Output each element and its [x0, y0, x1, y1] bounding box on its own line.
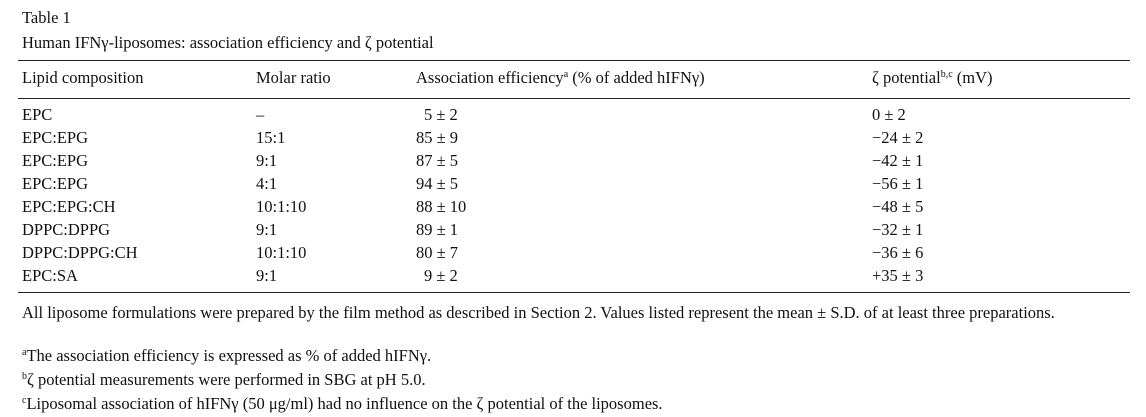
- header-molar-ratio: Molar ratio: [256, 68, 331, 87]
- table-caption: Human IFNγ-liposomes: association efficiency and ζ potential: [22, 33, 434, 52]
- cell-zeta: −42 ± 1: [872, 151, 924, 170]
- header-lipid-composition: Lipid composition: [22, 68, 144, 87]
- cell-ratio: 9:1: [256, 266, 278, 285]
- cell-ratio: 9:1: [256, 220, 278, 239]
- cell-ratio: 4:1: [256, 174, 278, 193]
- cell-zeta: +35 ± 3: [872, 266, 924, 285]
- cell-lipid: DPPC:DPPG:CH: [22, 243, 138, 262]
- cell-zeta: −24 ± 2: [872, 128, 924, 147]
- cell-efficiency: 88 ± 10: [416, 197, 467, 216]
- cell-efficiency: 9 ± 2: [424, 266, 458, 285]
- table-note: All liposome formulations were prepared by the film method as described in Section 2. Values listed represent the mean ± S.D. of at least three preparations.: [22, 303, 1055, 322]
- footnote-mark: b: [22, 371, 27, 382]
- cell-lipid: EPC:EPG: [22, 151, 89, 170]
- footnote-b: $^b$ζ potential measurements were performed in SBG at pH 5.0.: [22, 370, 426, 389]
- cell-lipid: EPC:EPG: [22, 128, 89, 147]
- cell-zeta: 0 ± 2: [872, 105, 906, 124]
- cell-efficiency: 80 ± 7: [416, 243, 459, 262]
- cell-lipid: EPC:EPG:CH: [22, 197, 116, 216]
- table-label: Table 1: [22, 8, 71, 27]
- footnote-mark: a: [22, 347, 27, 358]
- header-zeta-potential: ζ potential$^{b,c}$ (mV): [872, 68, 993, 87]
- cell-lipid: DPPC:DPPG: [22, 220, 111, 239]
- cell-ratio: 15:1: [256, 128, 286, 147]
- cell-ratio: 10:1:10: [256, 243, 307, 262]
- cell-ratio: 10:1:10: [256, 197, 307, 216]
- cell-efficiency: 5 ± 2: [424, 105, 458, 124]
- bottom-rule: [18, 292, 1130, 293]
- cell-efficiency: 94 ± 5: [416, 174, 459, 193]
- cell-lipid: EPC:EPG: [22, 174, 89, 193]
- footnote-mark: c: [22, 395, 27, 406]
- cell-zeta: −36 ± 6: [872, 243, 924, 262]
- cell-ratio: –: [256, 105, 265, 124]
- cell-lipid: EPC:SA: [22, 266, 78, 285]
- cell-ratio: 9:1: [256, 151, 278, 170]
- cell-efficiency: 87 ± 5: [416, 151, 459, 170]
- cell-efficiency: 89 ± 1: [416, 220, 459, 239]
- header-rule: [18, 98, 1130, 99]
- footnote-a: $^a$The association efficiency is expressed as % of added hIFNγ.: [22, 346, 432, 365]
- cell-efficiency: 85 ± 9: [416, 128, 459, 147]
- cell-zeta: −48 ± 5: [872, 197, 924, 216]
- cell-zeta: −56 ± 1: [872, 174, 924, 193]
- cell-zeta: −32 ± 1: [872, 220, 924, 239]
- cell-lipid: EPC: [22, 105, 53, 124]
- footnote-c: $^c$Liposomal association of hIFNγ (50 μg/ml) had no influence on the ζ potential of the liposomes.: [22, 394, 663, 413]
- top-rule: [18, 60, 1130, 61]
- header-association-efficiency: Association efficiency$^a$ (% of added hIFNγ): [416, 68, 705, 87]
